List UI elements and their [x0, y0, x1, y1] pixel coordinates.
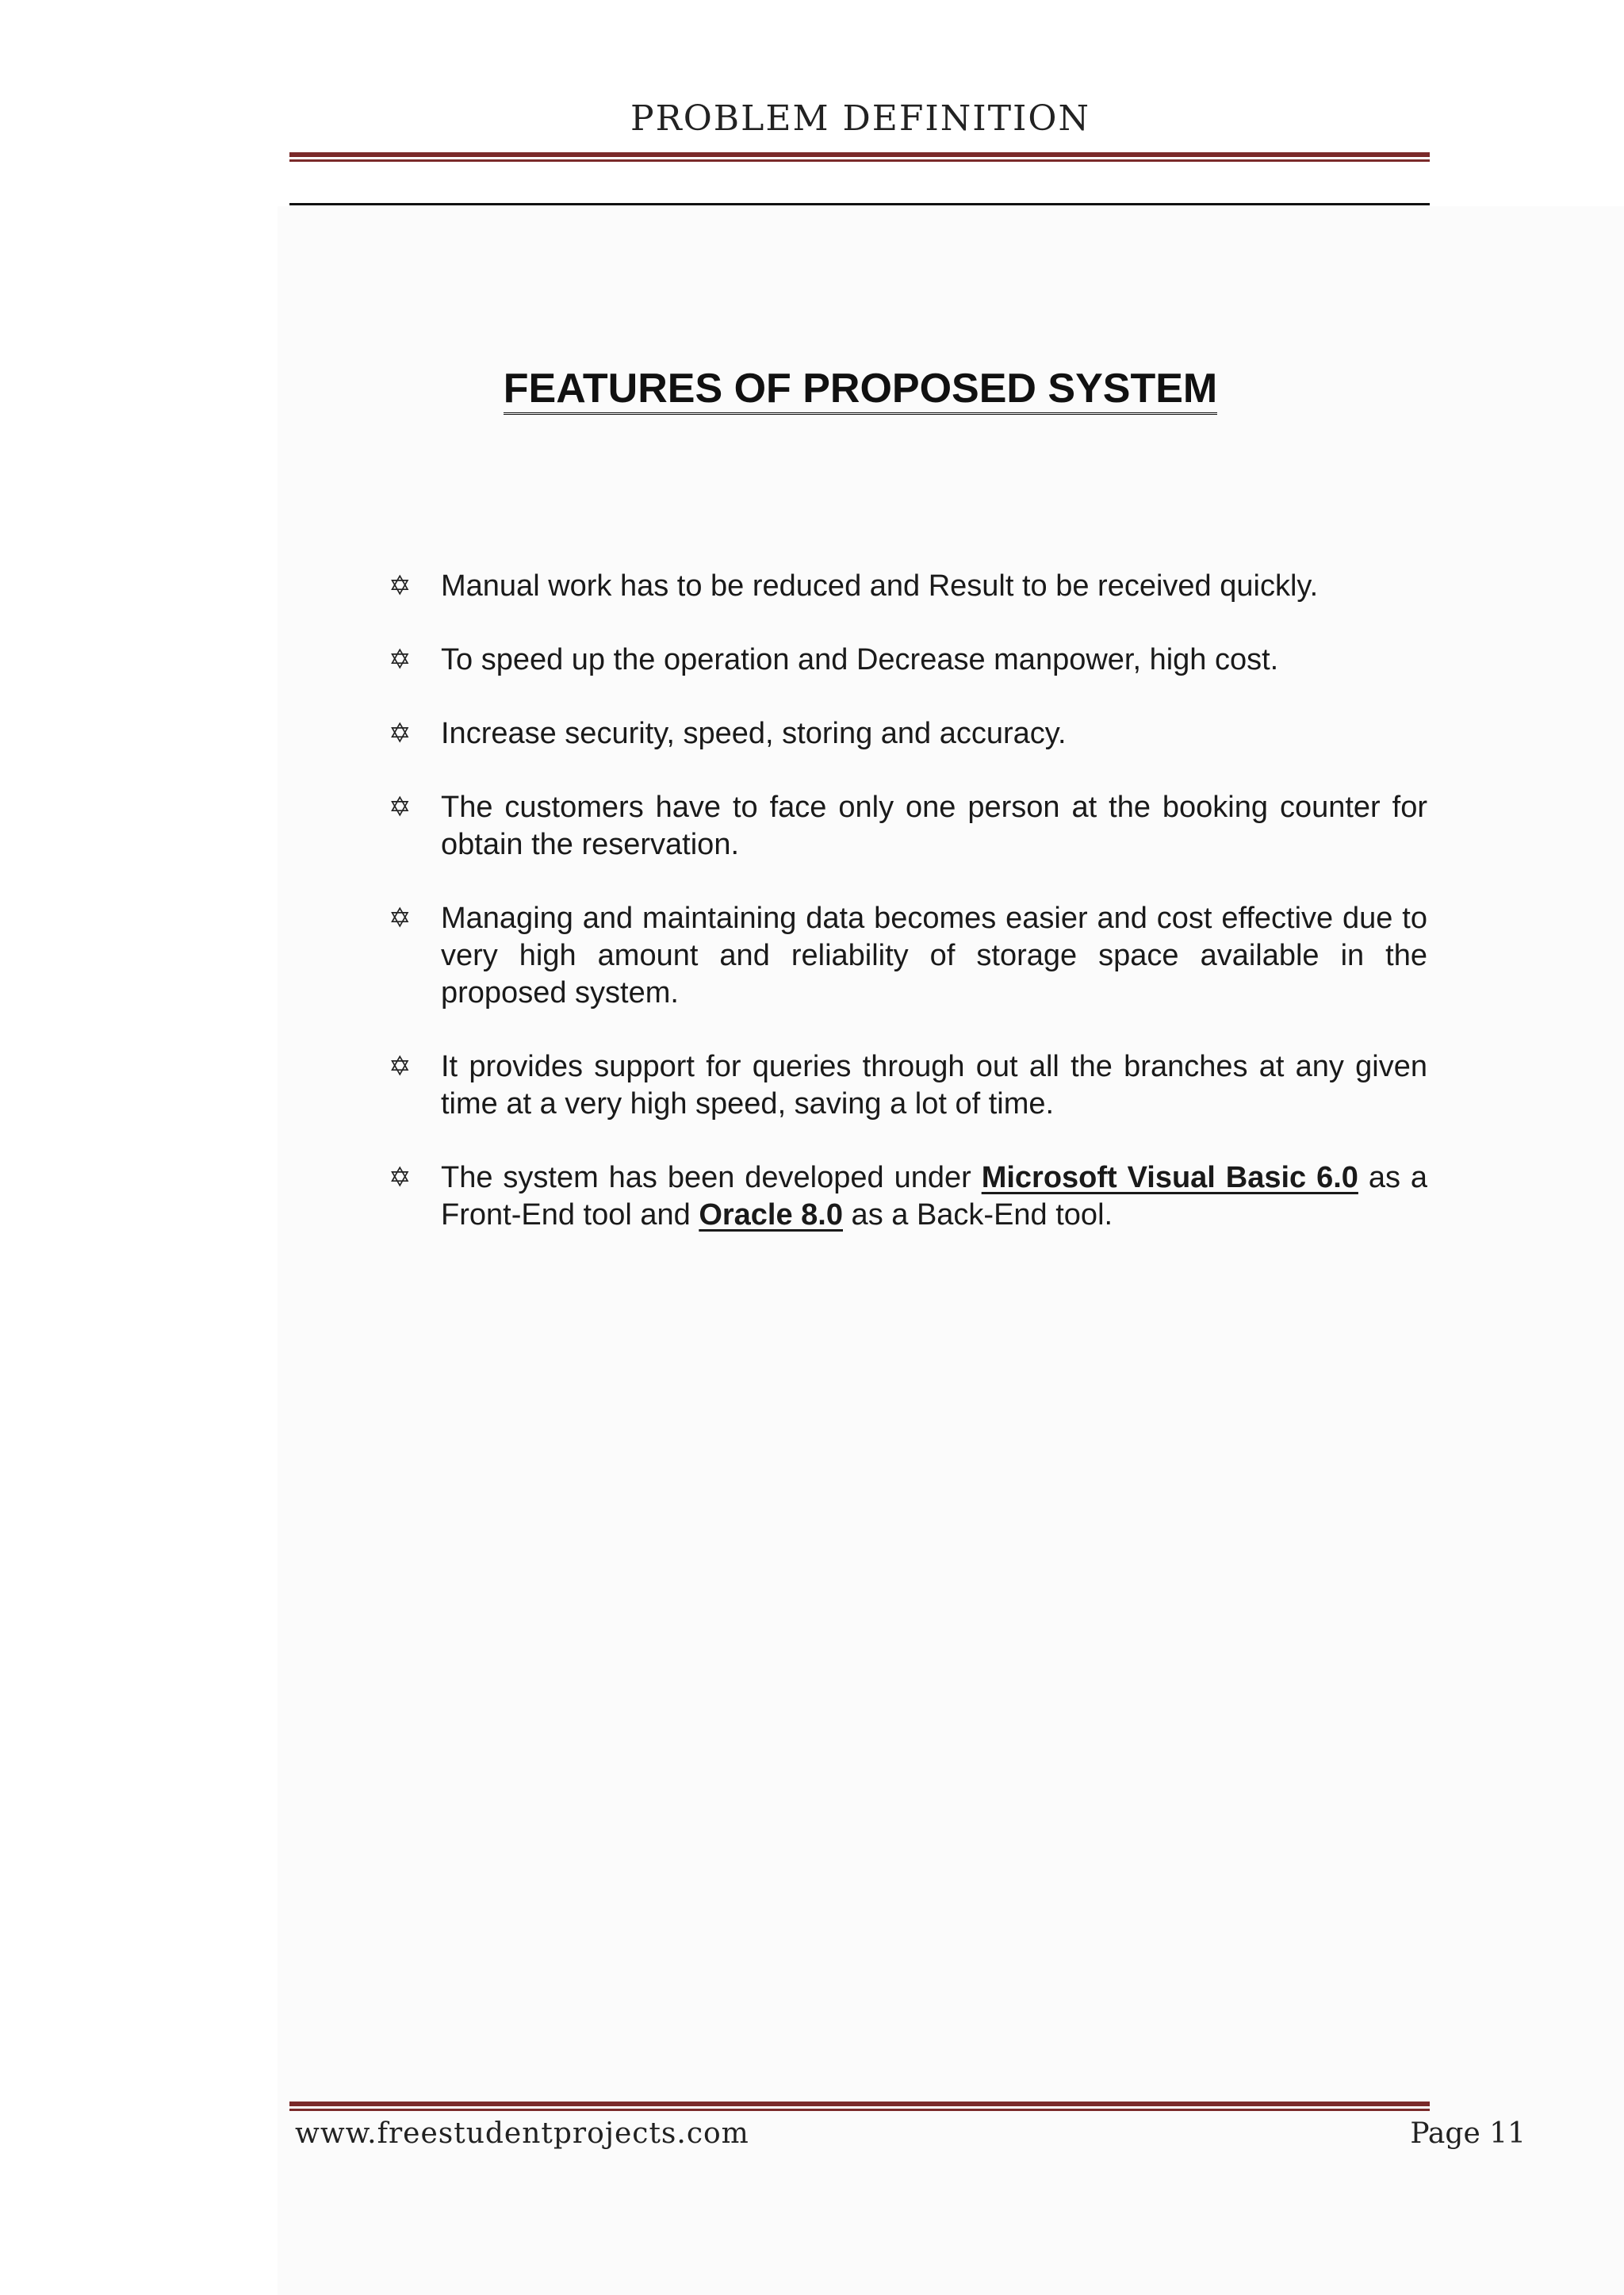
- feature-text: Managing and maintaining data becomes easier and cost effective due to very high amount and reliability of storage space available in the proposed system.: [441, 902, 1427, 1010]
- feature-list: [389, 568, 1427, 1270]
- feature-text: Increase security, speed, storing and accuracy.: [441, 717, 1067, 750]
- footer-double-rule: [289, 2102, 1430, 2111]
- frontend-tool-name: Microsoft Visual Basic 6.0: [981, 1161, 1358, 1194]
- feature-text: Manual work has to be reduced and Result to be received quickly.: [441, 569, 1319, 603]
- feature-text: It provides support for queries through out all the branches at any given time at a very high speed, saving a lot of time.: [441, 1050, 1427, 1121]
- backend-tool-name: Oracle 8.0: [699, 1198, 843, 1232]
- six-pointed-star-icon: ✡: [389, 1162, 412, 1193]
- header-double-rule: [289, 152, 1430, 162]
- feature-text: To speed up the operation and Decrease manpower, high cost.: [441, 643, 1279, 676]
- feature-text-part2: as a Front-End tool and: [441, 1161, 1427, 1232]
- six-pointed-star-icon: ✡: [389, 791, 412, 823]
- feature-text: The customers have to face only one person at the booking counter for obtain the reservation.: [441, 791, 1427, 861]
- feature-item: [389, 568, 1427, 605]
- six-pointed-star-icon: ✡: [389, 902, 412, 934]
- feature-item: [389, 789, 1427, 864]
- feature-item: [389, 1048, 1427, 1123]
- page-header-title: PROBLEM DEFINITION: [630, 98, 1090, 139]
- feature-text-part3: as a Back-End tool.: [843, 1198, 1113, 1232]
- section-heading: [0, 365, 1624, 415]
- six-pointed-star-icon: ✡: [389, 718, 412, 749]
- section-heading-text: FEATURES OF PROPOSED SYSTEM: [504, 367, 1217, 415]
- feature-text-part1: The system has been developed under: [441, 1161, 982, 1194]
- feature-item: [389, 715, 1427, 753]
- feature-item: [389, 900, 1427, 1012]
- header-divider-line: [289, 203, 1430, 205]
- six-pointed-star-icon: ✡: [389, 570, 412, 602]
- page-number: Page 11: [1410, 2117, 1526, 2150]
- six-pointed-star-icon: ✡: [389, 1051, 412, 1082]
- feature-item: [389, 642, 1427, 679]
- feature-item-tools: [389, 1159, 1427, 1234]
- six-pointed-star-icon: ✡: [389, 644, 412, 676]
- footer-website: www.freestudentprojects.com: [295, 2117, 749, 2150]
